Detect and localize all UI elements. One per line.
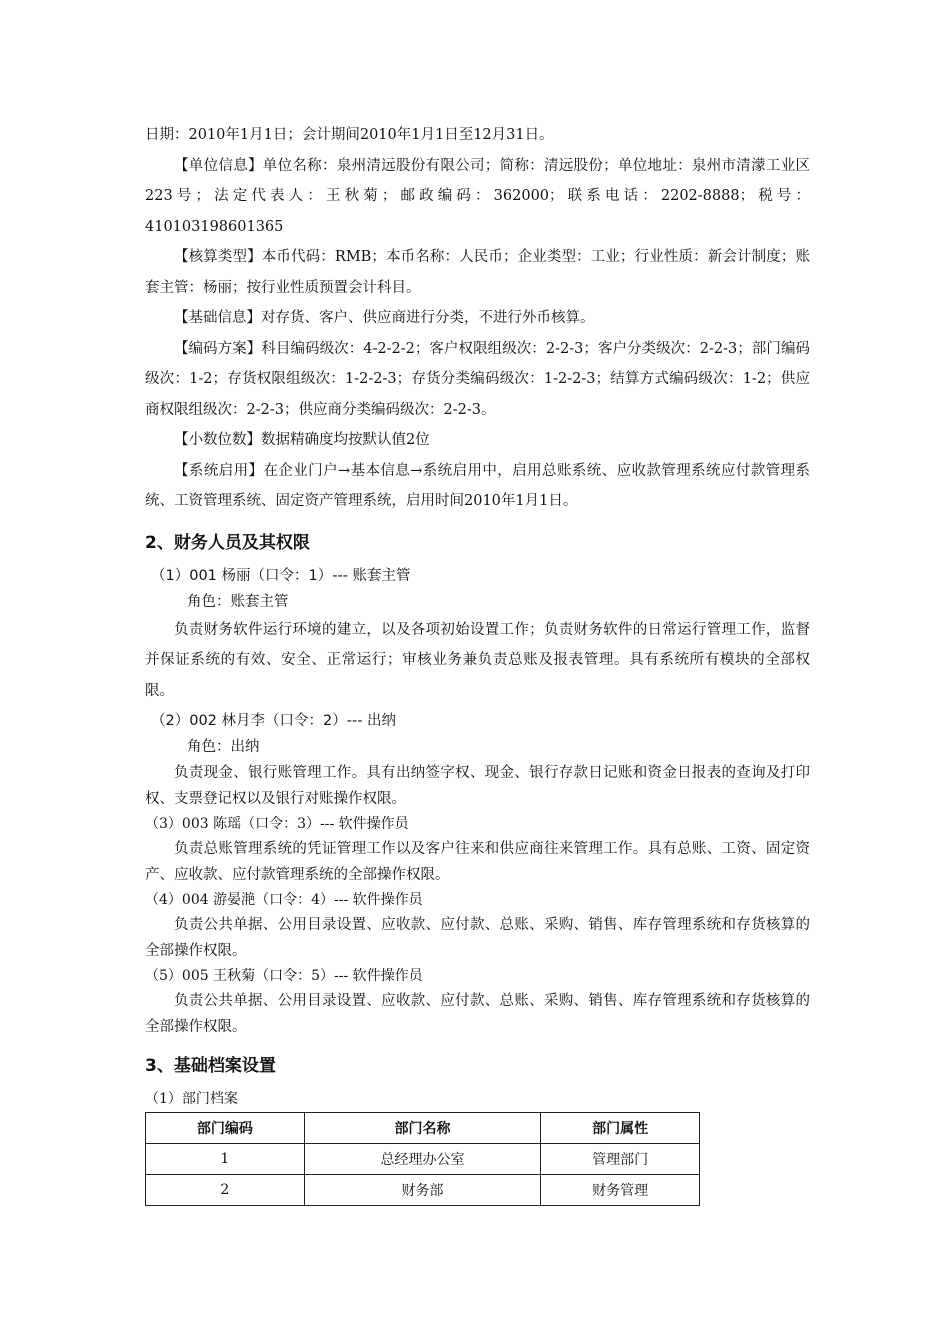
user-1-title: （1）001 杨丽（口令：1）--- 账套主管: [151, 567, 411, 584]
column-header: 部门名称: [304, 1113, 541, 1144]
user-3-description: 负责总账管理系统的凭证管理工作以及客户往来和供应商往来管理工作。具有总账、工资、固定资产、应收款、应付款管理系统的全部操作权限。: [145, 841, 810, 883]
department-table: [145, 1112, 700, 1206]
document-page: [145, 120, 810, 1206]
column-header: 部门属性: [541, 1113, 700, 1144]
system-enable-paragraph: 【系统启用】在企业门户→基本信息→系统启用中，启用总账系统、应收款管理系统应付款管理系统、工资管理系统、固定资产管理系统，启用时间2010年1月1日。: [145, 462, 810, 509]
section-2-heading: 2、财务人员及其权限: [145, 532, 310, 553]
user-4-description: 负责公共单据、公用目录设置、应收款、应付款、总账、采购、销售、库存管理系统和存货核算的全部操作权限。: [145, 917, 810, 959]
basic-info-paragraph: 【基础信息】对存货、客户、供应商进行分类，不进行外币核算。: [174, 310, 595, 326]
user-2-title: （2）002 林月李（口令：2）--- 出纳: [151, 713, 397, 729]
accounting-type-paragraph: 【核算类型】本币代码：RMB；本币名称：人民币；企业类型：工业；行业性质：新会计制度；账套主管：杨丽；按行业性质预置会计科目。: [145, 249, 810, 296]
unit-info-paragraph: 【单位信息】单位名称：泉州清远股份有限公司；简称：清远股份；单位地址：泉州市清濛工业区223号；法定代表人：王秋菊；邮政编码：362000；联系电话：2202-8888；税号：410103198601365: [145, 157, 810, 235]
table-row: [146, 1175, 700, 1206]
user-2-role: 角色：出纳: [187, 739, 260, 755]
table-cell: 财务部: [304, 1175, 541, 1206]
user-4-title: （4）004 游晏滟（口令：4）--- 软件操作员: [145, 892, 423, 908]
table-cell: 管理部门: [541, 1144, 700, 1175]
table-cell: 2: [146, 1175, 305, 1206]
decimal-places-paragraph: 【小数位数】数据精确度均按默认值2位: [174, 432, 430, 448]
table-row: [146, 1144, 700, 1175]
column-header: 部门编码: [146, 1113, 305, 1144]
table-cell: 总经理办公室: [304, 1144, 541, 1175]
department-table-caption: （1）部门档案: [145, 1091, 238, 1107]
table-cell: 财务管理: [541, 1175, 700, 1206]
table-cell: 1: [146, 1144, 305, 1175]
user-1-role: 角色：账套主管: [187, 593, 289, 610]
user-5-description: 负责公共单据、公用目录设置、应收款、应付款、总账、采购、销售、库存管理系统和存货核算的全部操作权限。: [145, 993, 810, 1035]
user-1-description: 负责财务软件运行环境的建立，以及各项初始设置工作；负责财务软件的日常运行管理工作，监督并保证系统的有效、安全、正常运行；审核业务兼负责总账及报表管理。具有系统所有模块的全部权限。: [145, 621, 810, 699]
user-5-title: （5）005 王秋菊（口令：5）--- 软件操作员: [145, 968, 423, 984]
user-2-description: 负责现金、银行账管理工作。具有出纳签字权、现金、银行存款日记账和资金日报表的查询及打印权、支票登记权以及银行对账操作权限。: [145, 765, 810, 807]
user-3-title: （3）003 陈瑶（口令：3）--- 软件操作员: [145, 816, 409, 832]
coding-scheme-paragraph: 【编码方案】科目编码级次：4-2-2-2；客户权限组级次：2-2-3；客户分类级次：2-2-3；部门编码级次：1-2；存货权限组级次：1-2-2-3；存货分类编码级次：1-2-2-3；结算方式编码级次：1-2；供应商权限组级次：2-2-3；供应商分类编码级次：2-2-3。: [145, 340, 810, 418]
table-header-row: [146, 1113, 700, 1144]
date-paragraph: 日期：2010年1月1日；会计期间2010年1月1日至12月31日。: [145, 127, 554, 143]
section-3-heading: 3、基础档案设置: [145, 1056, 276, 1076]
